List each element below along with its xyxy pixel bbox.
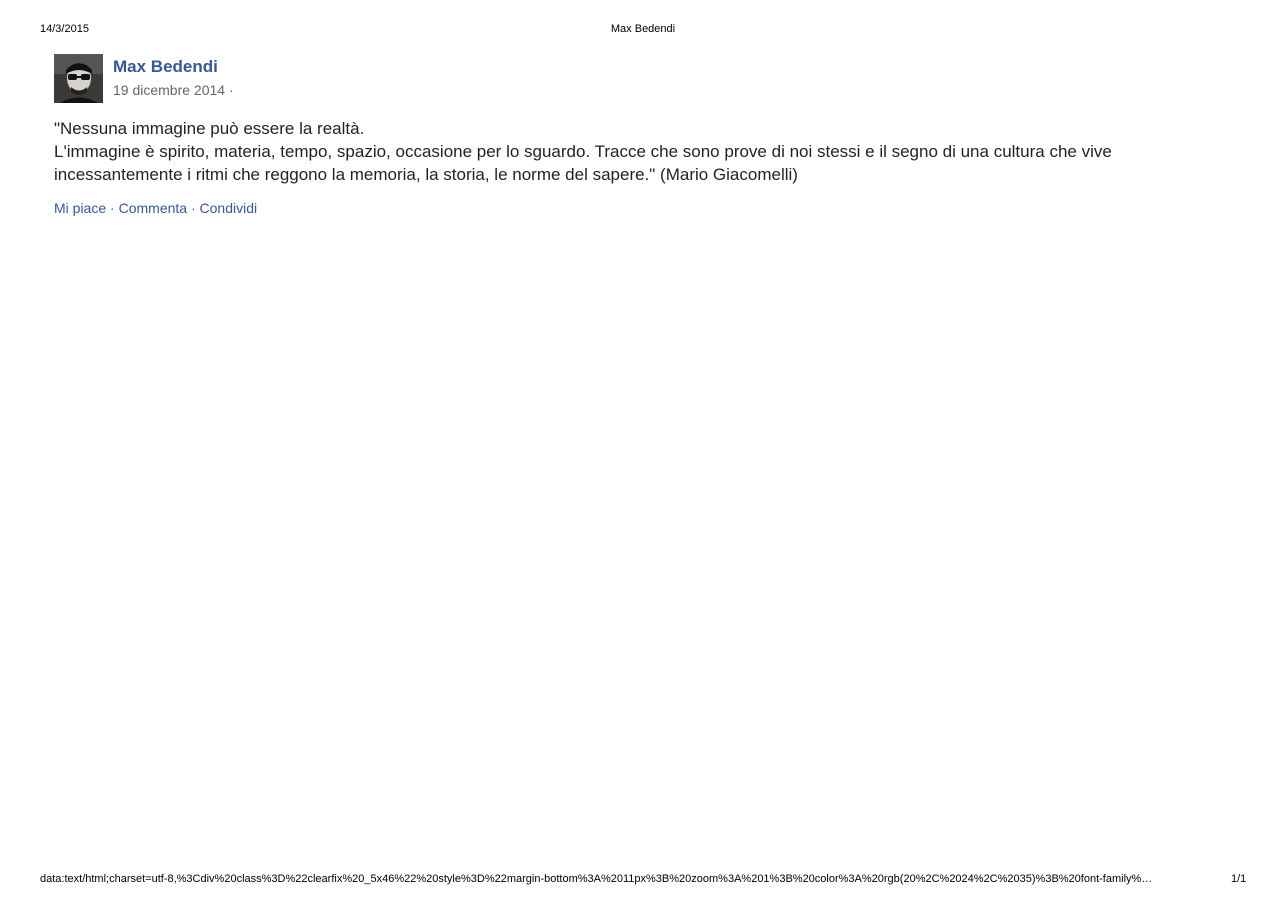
post-meta	[113, 80, 234, 100]
post-text-line: "Nessuna immagine può essere la realtà.	[54, 119, 365, 138]
post-body	[54, 117, 1214, 186]
meta-separator: ·	[228, 82, 234, 98]
post-date-link[interactable]: 19 dicembre 2014	[113, 82, 226, 98]
author-name-link[interactable]: Max Bedendi	[113, 57, 218, 76]
print-header-title: Max Bedendi	[610, 23, 676, 35]
share-link[interactable]: Condividi	[199, 200, 258, 216]
author-block	[113, 54, 234, 100]
facebook-post	[54, 54, 1214, 218]
avatar[interactable]	[54, 54, 103, 103]
action-separator: ·	[110, 200, 115, 216]
print-footer-url: data:text/html;charset=utf-8,%3Cdiv%20class%3D%22clearfix%20_5x46%22%20style%3D%22margin-bottom%3A%2011px%3B%20zoom%3A%201%3B%20color%3A%20rgb(20%2C%2024%2C%2035)%3B%20font-family%…	[40, 873, 1153, 885]
post-text-line: incessantemente i ritmi che reggono la memoria, la storia, le norme del sapere." (Mario Giacomelli)	[54, 165, 798, 184]
print-footer-page-number: 1/1	[1231, 873, 1247, 885]
profile-photo-icon	[54, 54, 103, 103]
like-link[interactable]: Mi piace	[54, 200, 107, 216]
post-text-line: L'immagine è spirito, materia, tempo, spazio, occasione per lo sguardo. Tracce che sono prove di noi stessi e il segno di una cultura che vive	[54, 142, 1112, 161]
action-separator: ·	[190, 200, 196, 216]
post-actions	[54, 198, 1214, 218]
post-header	[54, 54, 1214, 103]
print-header-date: 14/3/2015	[40, 23, 89, 35]
comment-link[interactable]: Commenta	[118, 200, 188, 216]
